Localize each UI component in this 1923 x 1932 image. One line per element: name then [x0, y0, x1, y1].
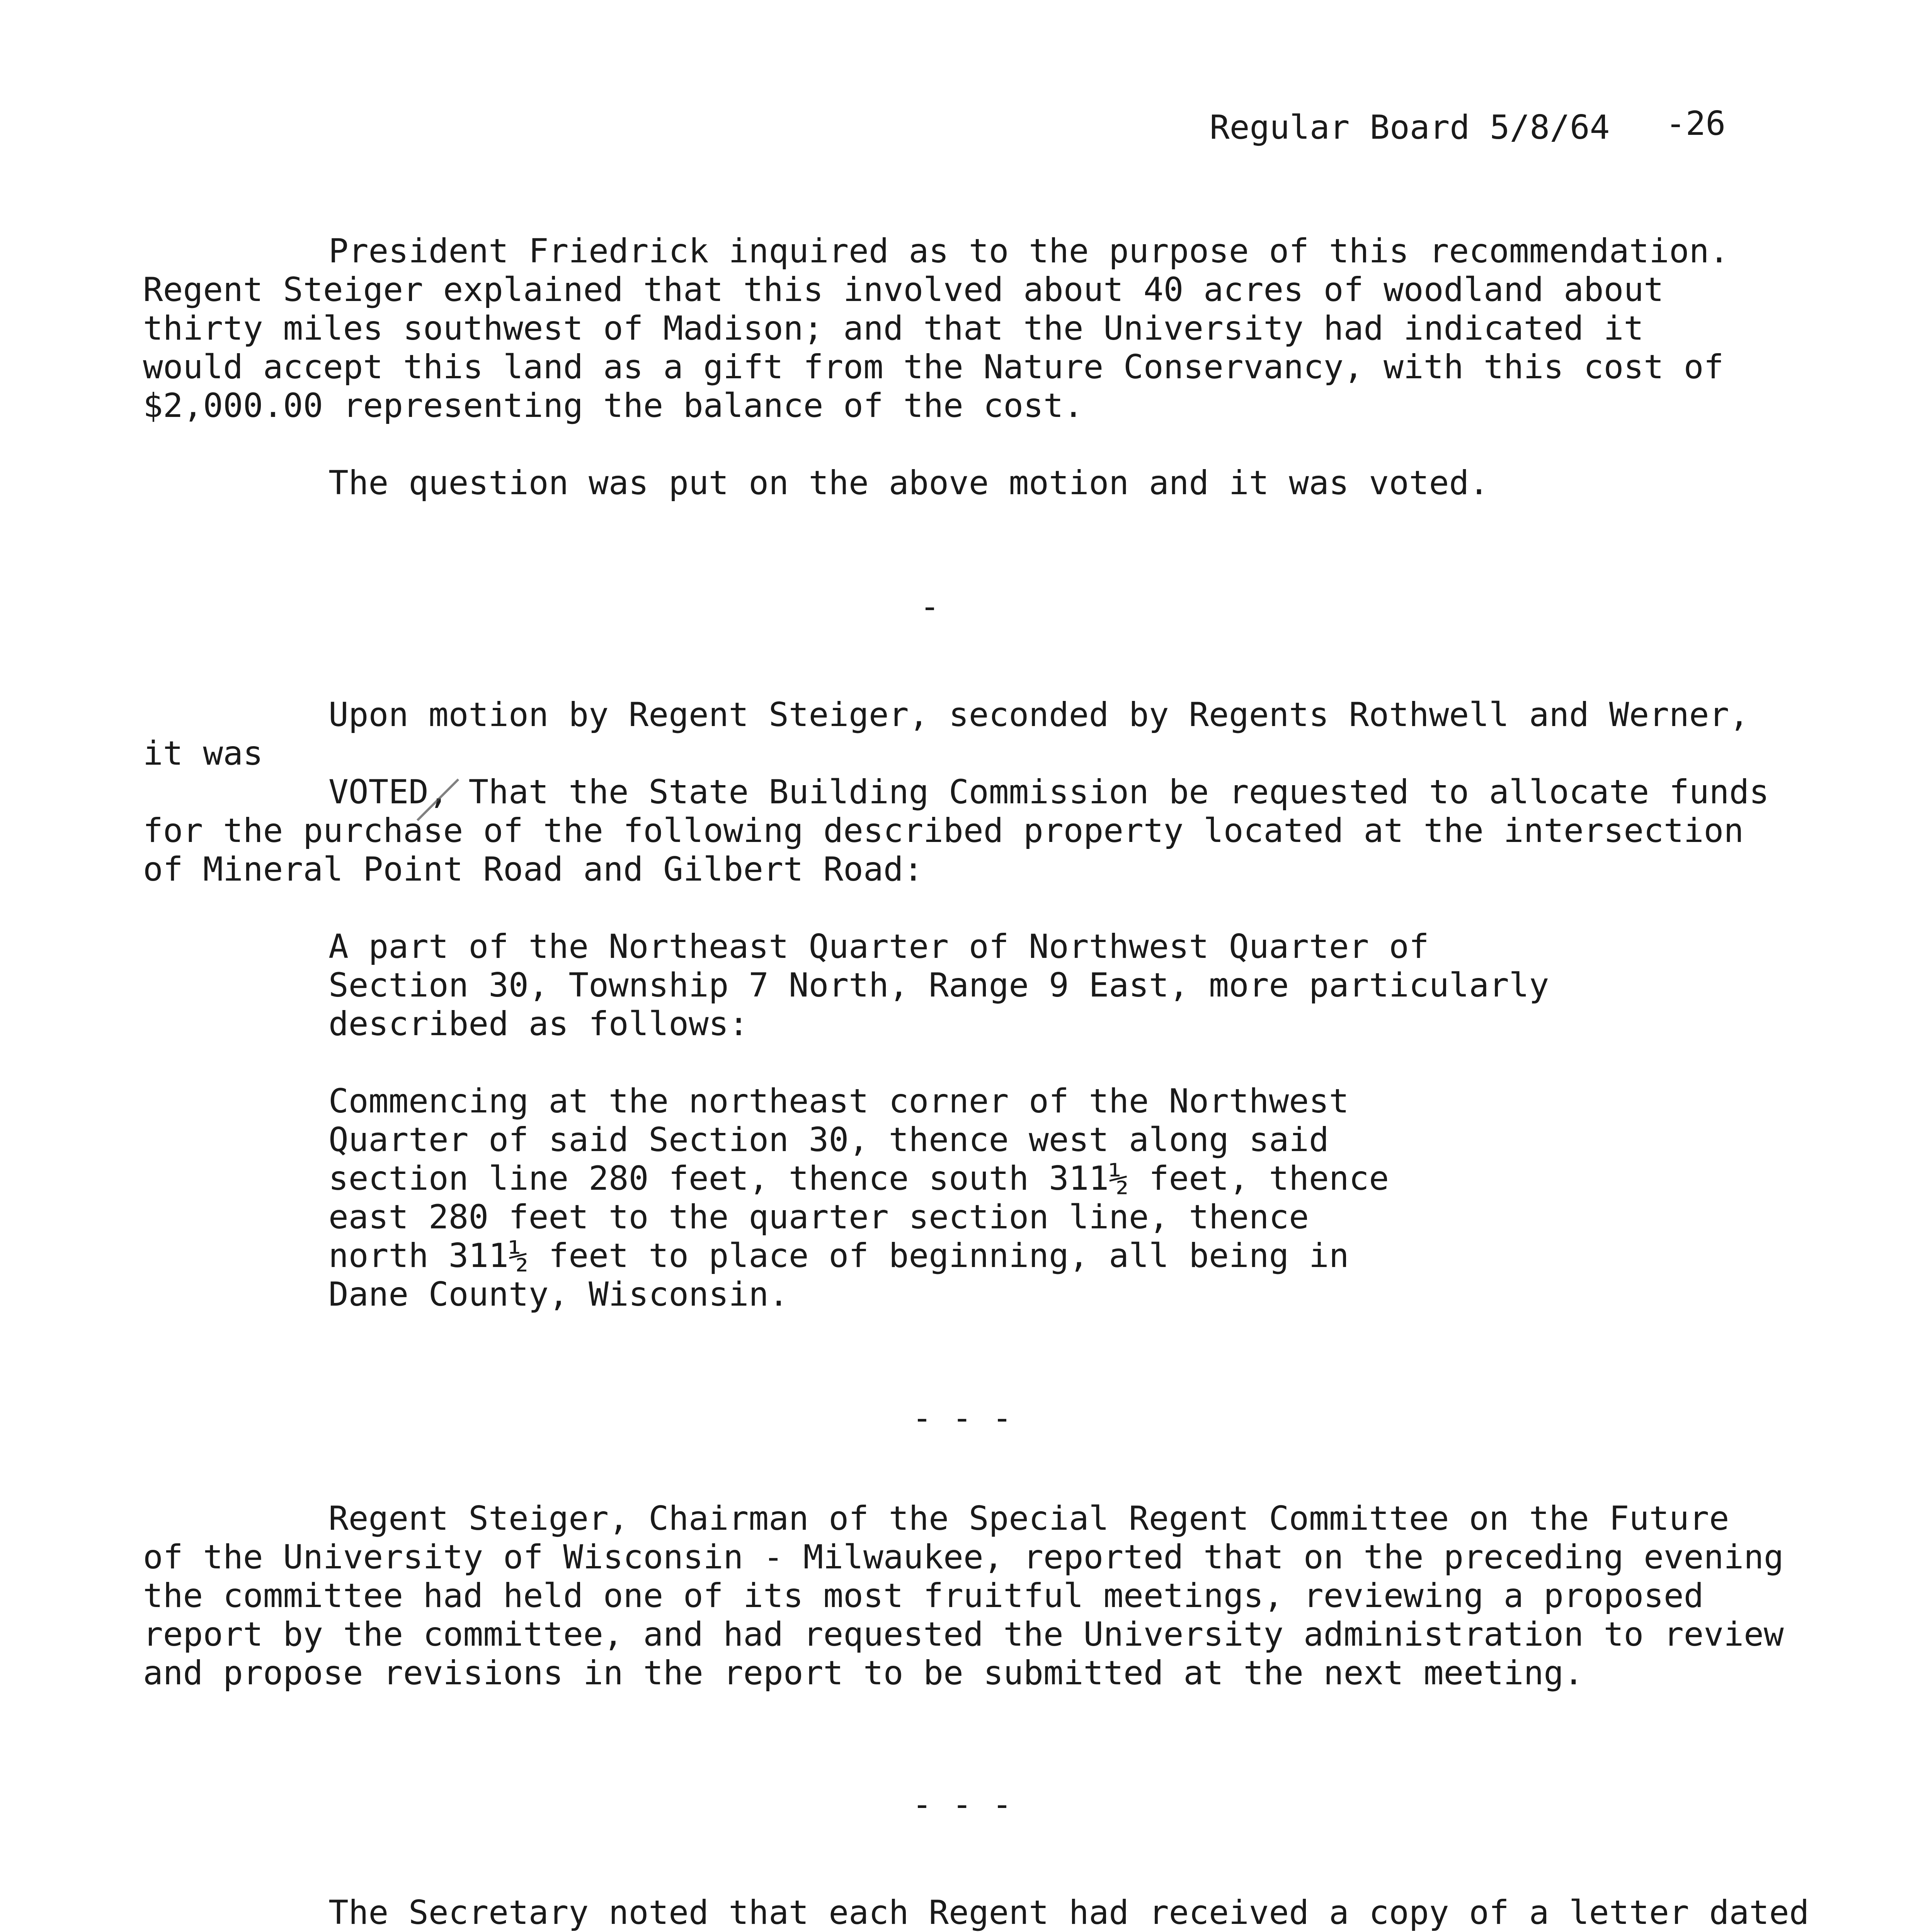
- text-line: The Secretary noted that each Regent had received a copy of a letter dated: [328, 1893, 1809, 1932]
- text-line: of the University of Wisconsin - Milwaukee, reported that on the preceding evening: [143, 1538, 1784, 1577]
- text-line: of Mineral Point Road and Gilbert Road:: [143, 850, 924, 889]
- text-line: $2,000.00 representing the balance of the cost.: [143, 386, 1084, 425]
- text-line: thirty miles southwest of Madison; and that the University had indicated it: [143, 309, 1644, 348]
- section-separator: - - -: [912, 1785, 1012, 1824]
- text-line: section line 280 feet, thence south 311½ feet, thence: [328, 1159, 1389, 1198]
- text-line: would accept this land as a gift from the Nature Conservancy, with this cost of: [143, 348, 1724, 386]
- text-line: described as follows:: [328, 1005, 749, 1043]
- paragraph-voted-building-commission: [143, 773, 1769, 889]
- text-line: for the purchase of the following described property located at the intersection: [143, 811, 1744, 850]
- header-title: Regular Board 5/8/64: [1210, 108, 1610, 147]
- text-line: Commencing at the northeast corner of the Northwest: [328, 1082, 1349, 1121]
- text-line: Regent Steiger explained that this involved about 40 acres of woodland about: [143, 270, 1664, 309]
- paragraph-motion-voted: The question was put on the above motion and it was voted.: [328, 464, 1489, 502]
- section-separator: - - -: [912, 1399, 1012, 1437]
- text-line: and propose revisions in the report to be submitted at the next meeting.: [143, 1654, 1584, 1692]
- text-line: Dane County, Wisconsin.: [328, 1275, 789, 1314]
- text-line: A part of the Northeast Quarter of Northwest Quarter of: [328, 927, 1429, 966]
- text-line: the committee had held one of its most fruitful meetings, reviewing a proposed: [143, 1577, 1704, 1615]
- text-line: east 280 feet to the quarter section line, thence: [328, 1198, 1309, 1236]
- paragraph-property-part: [328, 927, 1549, 1043]
- paragraph-motion-steiger: [143, 696, 1749, 773]
- paragraph-property-description: [328, 1082, 1389, 1314]
- text-line: President Friedrick inquired as to the purpose of this recommendation.: [328, 232, 1729, 270]
- text-line: Upon motion by Regent Steiger, seconded by Regents Rothwell and Werner,: [328, 696, 1749, 734]
- section-separator: -: [920, 587, 940, 626]
- text-line: VOTED, That the State Building Commission be requested to allocate funds: [328, 773, 1769, 811]
- paragraph-friedrick-inquiry: [143, 232, 1729, 425]
- text-line: Regent Steiger, Chairman of the Special Regent Committee on the Future: [328, 1499, 1729, 1538]
- text-line: Section 30, Township 7 North, Range 9 East, more particularly: [328, 966, 1549, 1005]
- text-line: Quarter of said Section 30, thence west along said: [328, 1121, 1329, 1159]
- header-page-ref: -26: [1666, 104, 1726, 143]
- text-line: north 311½ feet to place of beginning, all being in: [328, 1236, 1349, 1275]
- text-line: it was: [143, 734, 263, 773]
- paragraph-milwaukee-committee: [143, 1499, 1784, 1692]
- text-line: report by the committee, and had requested the University administration to review: [143, 1615, 1784, 1654]
- paragraph-secretary-letter: [143, 1893, 1824, 1932]
